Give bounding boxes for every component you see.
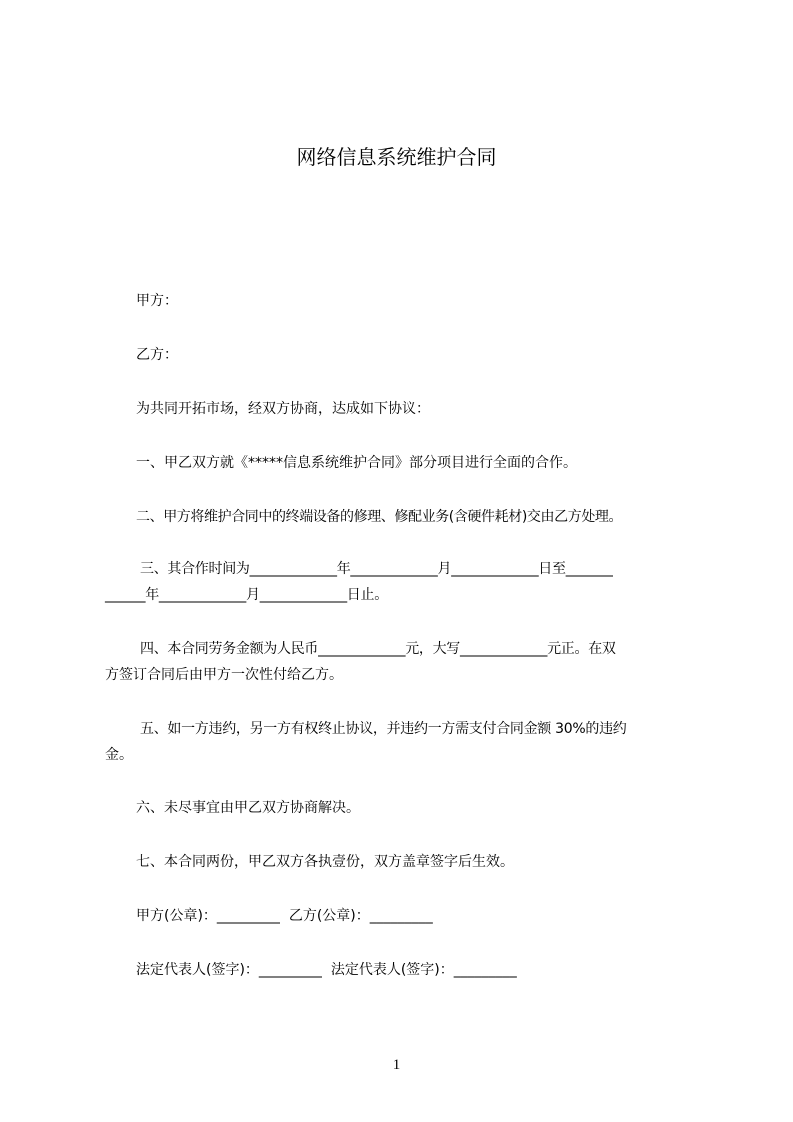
clause-3-line-2: ______年_____________月_____________日止。 — [105, 587, 388, 603]
clause-2: 二、甲方将维护合同中的终端设备的修理、修配业务(含硬件耗材)交由乙方处理。 — [136, 509, 623, 525]
party-b-line: 乙方： — [136, 347, 178, 363]
clause-5-line-2: 金。 — [105, 747, 133, 763]
intro-paragraph: 为共同开拓市场，经双方协商，达成如下协议： — [136, 401, 430, 417]
party-a-line: 甲方： — [136, 293, 178, 309]
clause-5-line-1: 五、如一方违约，另一方有权终止协议，并违约一方需支付合同金额 30%的违约 — [140, 721, 627, 737]
signature-line: 法定代表人(签字)：_________ 法定代表人(签字)：_________ — [136, 962, 517, 978]
seal-line: 甲方(公章)：_________ 乙方(公章)：_________ — [136, 908, 433, 924]
clause-4-line-2: 方签订合同后由甲方一次性付给乙方。 — [105, 667, 343, 683]
clause-6: 六、未尽事宜由甲乙双方协商解决。 — [136, 800, 360, 816]
page-number: 1 — [392, 1057, 401, 1073]
clause-7: 七、本合同两份，甲乙双方各执壹份，双方盖章签字后生效。 — [136, 854, 514, 870]
clause-3-line-1: 三、其合作时间为_____________年_____________月_____________日至_______ — [140, 561, 613, 577]
document-title: 网络信息系统维护合同 — [296, 145, 497, 169]
clause-1: 一、甲乙双方就《*****信息系统维护合同》部分项目进行全面的合作。 — [136, 455, 577, 471]
clause-4-line-1: 四、本合同劳务金额为人民币_____________元，大写_____________元正。在双 — [140, 641, 616, 657]
